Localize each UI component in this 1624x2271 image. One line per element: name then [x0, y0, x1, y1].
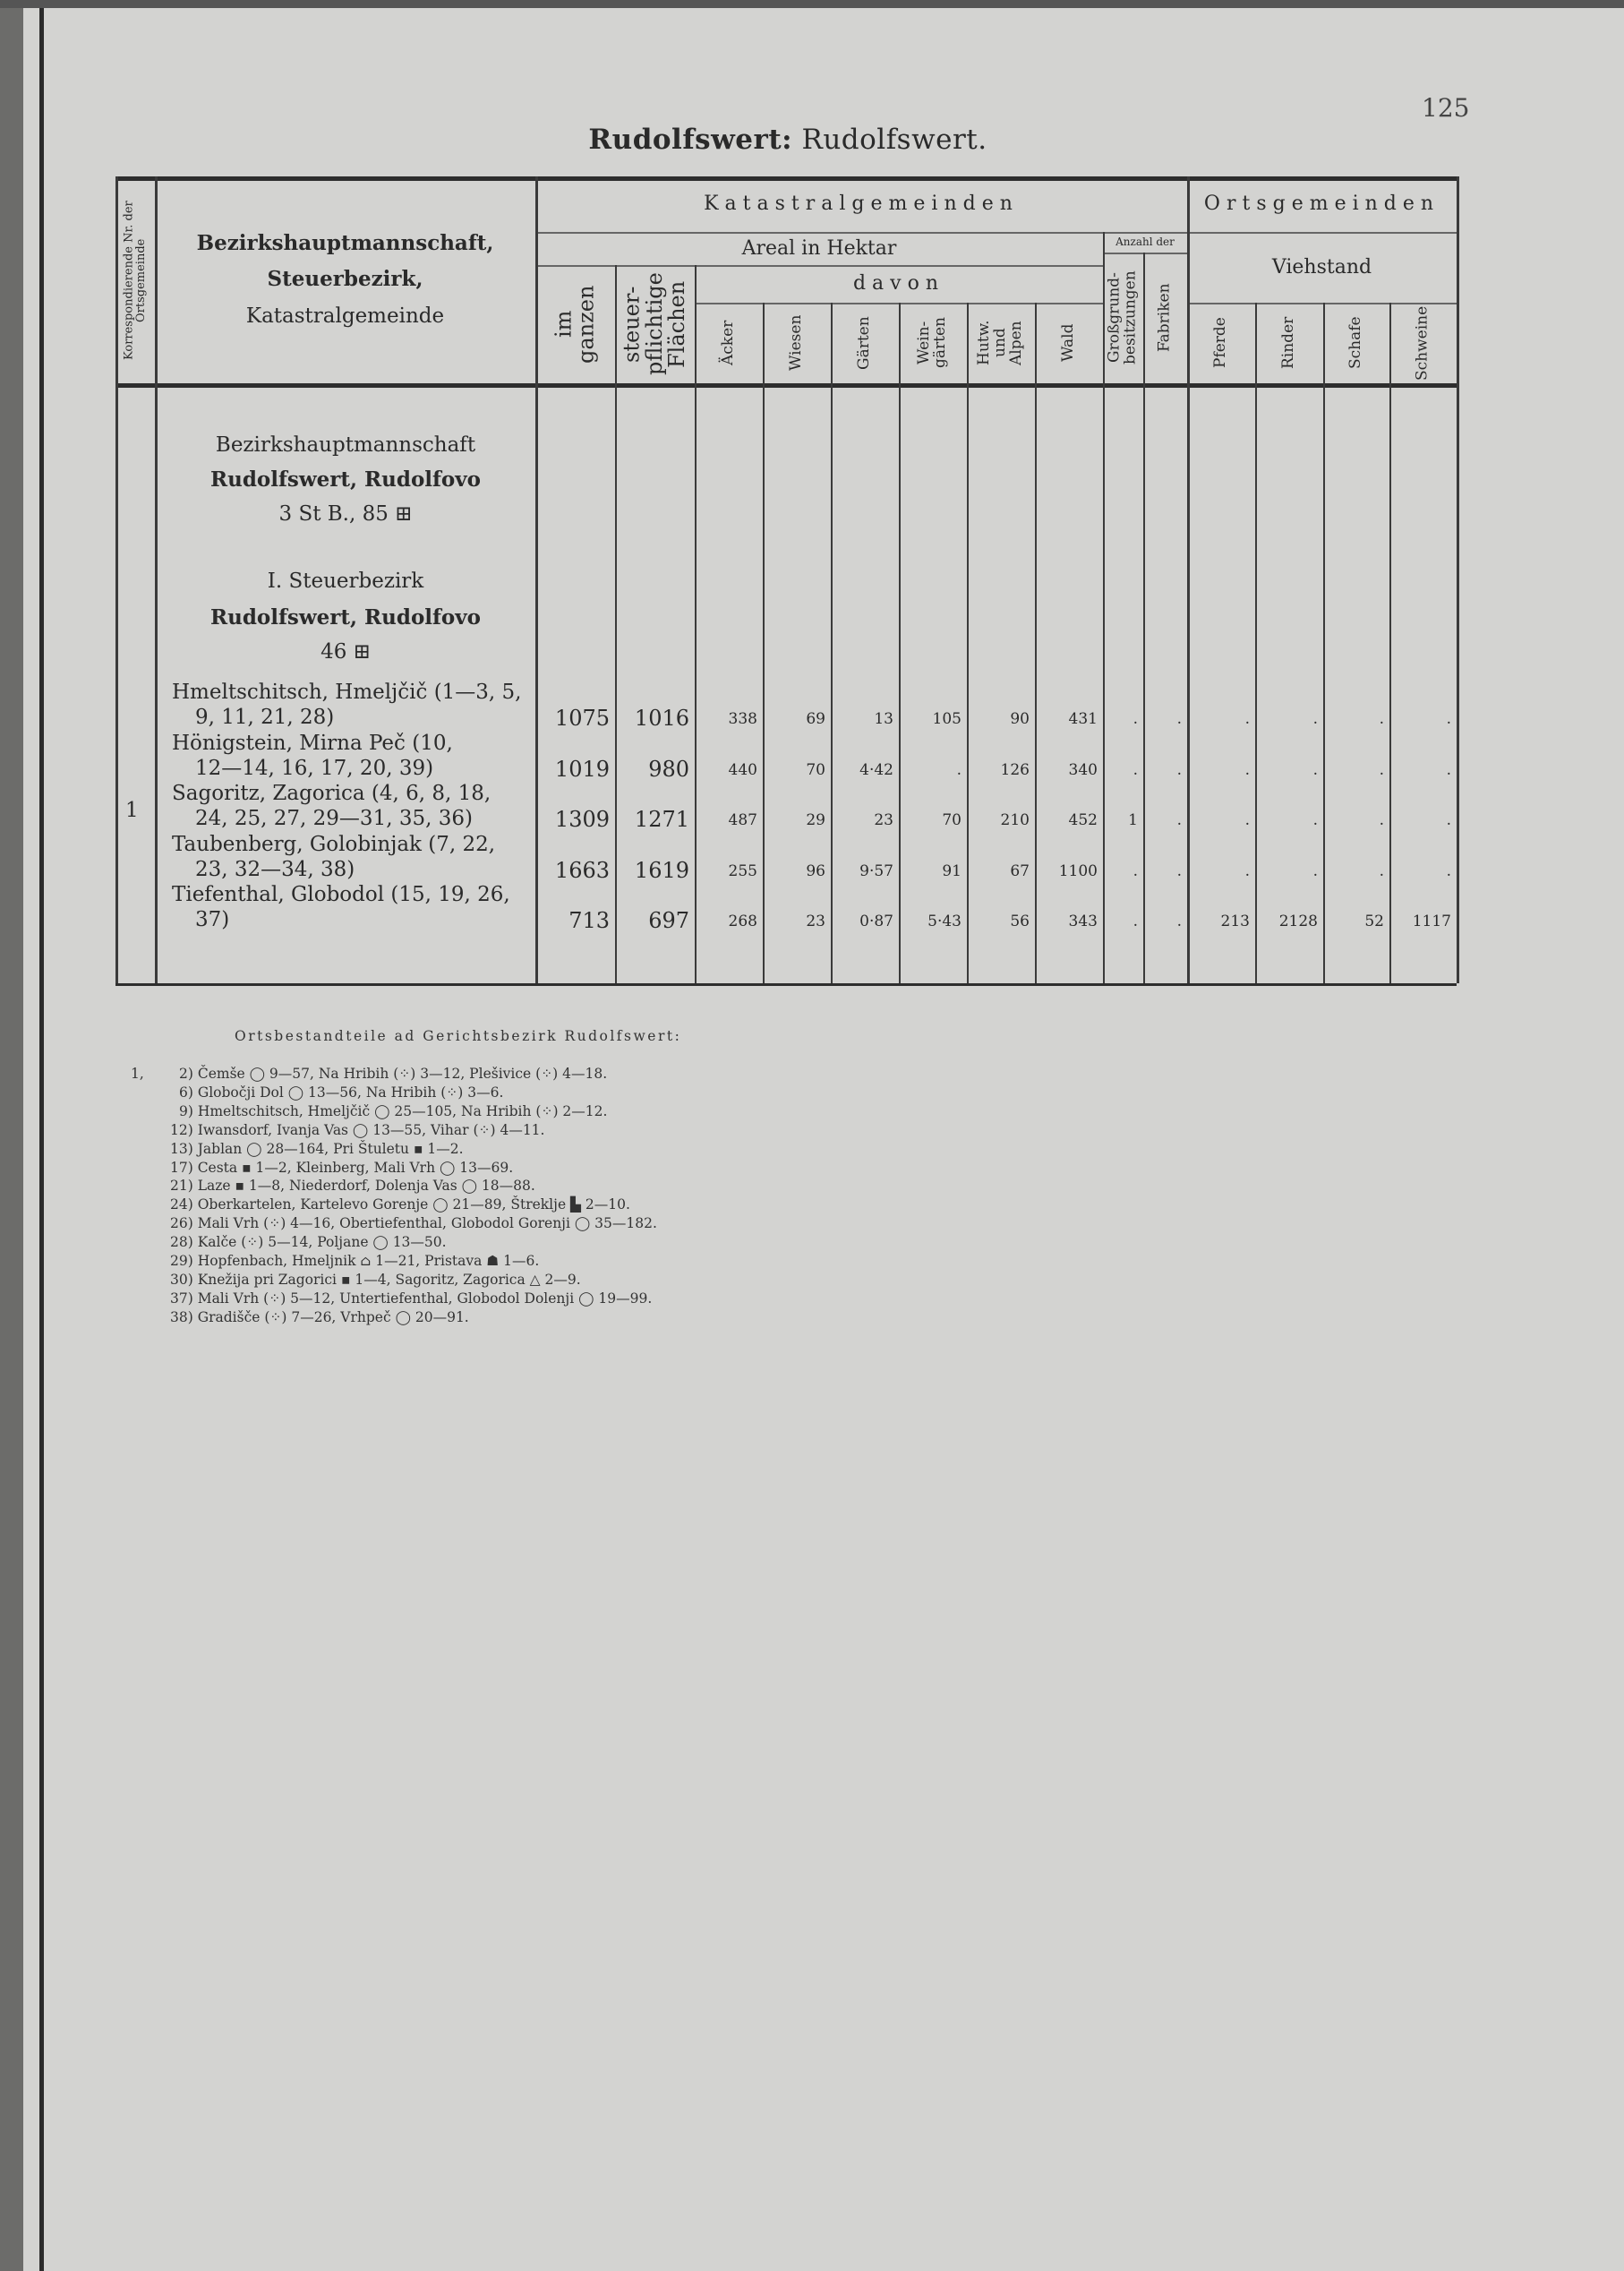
- row-value: 213: [1220, 913, 1250, 931]
- footnote-line: 24) Oberkartelen, Kartelevo Gorenje ◯ 21—89, Štreklje ▙ 2—10.: [170, 1196, 630, 1213]
- header-column-9: Fabriken: [1155, 283, 1174, 353]
- row-value: .: [1244, 811, 1250, 830]
- column-rule: [1389, 303, 1391, 983]
- row-value: 2128: [1278, 913, 1318, 931]
- row-value: 56: [1010, 913, 1030, 931]
- row-value: 255: [728, 861, 757, 880]
- row-value: 105: [932, 710, 962, 728]
- footnote-line: 28) Kalče (⁘) 5—14, Poljane ◯ 13—50.: [170, 1234, 447, 1251]
- row-value: 980: [648, 756, 689, 782]
- row-value: 70: [942, 811, 962, 830]
- row-value: .: [1379, 760, 1384, 779]
- row-name-line1: Sagoritz, Zagorica (4, 6, 8, 18,: [172, 782, 491, 806]
- row-value: 52: [1364, 913, 1384, 931]
- row-value: .: [1379, 811, 1384, 830]
- column-rule: [831, 303, 833, 983]
- header-name-line: Bezirkshauptmannschaft,: [196, 231, 494, 256]
- page-title: [0, 124, 1576, 156]
- row-name-line1: Tiefenthal, Globodol (15, 19, 26,: [172, 883, 510, 907]
- row-value: .: [1312, 861, 1318, 880]
- row-value: 126: [1000, 760, 1030, 779]
- row-value: 69: [806, 710, 825, 728]
- row-value: .: [1446, 861, 1451, 880]
- row-value: 440: [728, 760, 757, 779]
- row-value: 452: [1068, 811, 1098, 830]
- footnote-line: 6) Globočji Dol ◯ 13—56, Na Hribih (⁘) 3—6.: [179, 1084, 504, 1101]
- footnote-line: 26) Mali Vrh (⁘) 4—16, Obertiefenthal, Globodol Gorenji ◯ 35—182.: [170, 1215, 657, 1232]
- row-value: 91: [942, 861, 962, 880]
- steuerbezirk-label: I. Steuerbezirk: [267, 570, 424, 593]
- header-column-13: Schweine: [1413, 305, 1432, 381]
- table-bottom-rule: [115, 983, 1457, 986]
- column-rule: [1323, 303, 1325, 983]
- row-value: 210: [1000, 811, 1030, 830]
- header-column-10: Pferde: [1211, 317, 1230, 369]
- row-value: 1309: [554, 807, 610, 833]
- row-value: 338: [728, 710, 757, 728]
- bezirk-label: Bezirkshauptmannschaft: [215, 433, 476, 457]
- column-rule: [763, 303, 765, 983]
- row-value: .: [1379, 710, 1384, 728]
- row-value: 23: [874, 811, 893, 830]
- footnote-line: 2) Čemše ◯ 9—57, Na Hribih (⁘) 3—12, Plešivice (⁘) 4—18.: [179, 1066, 608, 1082]
- header-viehstand: Viehstand: [1271, 255, 1372, 279]
- row-name-line2: 24, 25, 27, 29—31, 35, 36): [195, 807, 473, 831]
- row-value: .: [1446, 811, 1451, 830]
- scan-edge-shadow: [0, 0, 23, 2271]
- row-value: .: [1379, 861, 1384, 880]
- row-value: 9·57: [859, 861, 893, 880]
- row-name-line2: 23, 32—34, 38): [195, 857, 355, 881]
- column-rule: [1035, 303, 1037, 983]
- header-column-1: steuer-pflichtige Flächen: [619, 272, 690, 376]
- footnote-line: 29) Hopfenbach, Hmeljnik ⌂ 1—21, Pristava ☗ 1—6.: [170, 1253, 540, 1269]
- footnotes-heading: Ortsbestandteile ad Gerichtsbezirk Rudolfswert:: [235, 1028, 682, 1044]
- row-name-line2: 9, 11, 21, 28): [195, 706, 335, 729]
- row-value: .: [1312, 760, 1318, 779]
- header-column-2: Äcker: [719, 320, 738, 366]
- header-column-4: Gärten: [855, 316, 874, 370]
- footnote-line: 12) Iwansdorf, Ivanja Vas ◯ 13—55, Vihar (⁘) 4—11.: [170, 1121, 545, 1138]
- footnote-line: 37) Mali Vrh (⁘) 5—12, Untertiefenthal, Globodol Dolenji ◯ 19—99.: [170, 1290, 653, 1307]
- row-value: 1075: [554, 706, 610, 731]
- row-value: 1019: [554, 756, 610, 782]
- row-value: .: [1446, 760, 1451, 779]
- row-value: 70: [806, 760, 825, 779]
- row-name-line1: Hönigstein, Mirna Peč (10,: [172, 731, 453, 755]
- row-name-line2: 37): [195, 908, 230, 932]
- bezirk-name: Rudolfswert, Rudolfovo: [210, 467, 481, 492]
- header-anzahl: Anzahl der: [1115, 236, 1175, 248]
- row-value: .: [1133, 913, 1138, 931]
- header-areal: Areal in Hektar: [741, 236, 897, 260]
- page-number: 125: [1422, 93, 1470, 123]
- row-value: 340: [1068, 760, 1098, 779]
- row-value: .: [1244, 710, 1250, 728]
- header-column-7: Wald: [1059, 323, 1078, 363]
- header-column-0: im ganzen: [551, 285, 599, 364]
- row-value: .: [1176, 861, 1182, 880]
- row-value: 67: [1010, 861, 1030, 880]
- row-value: .: [1244, 760, 1250, 779]
- scan-top-edge: [0, 0, 1624, 8]
- row-value: .: [1244, 861, 1250, 880]
- row-name-line2: 12—14, 16, 17, 20, 39): [195, 756, 434, 780]
- row-value: 1271: [634, 807, 689, 833]
- row-value: 1: [1128, 811, 1138, 830]
- header-ortsgemeinden: Ortsgemeinden: [1203, 193, 1440, 216]
- row-value: 343: [1068, 913, 1098, 931]
- header-column-5: Wein-gärten: [915, 317, 949, 369]
- header-column-12: Schafe: [1346, 316, 1365, 370]
- footnote-line: 17) Cesta ▪ 1—2, Kleinberg, Mali Vrh ◯ 13—69.: [170, 1159, 514, 1176]
- scan-edge-line: [39, 0, 44, 2271]
- row-value: 713: [568, 908, 610, 934]
- footnote-line: 9) Hmeltschitsch, Hmeljčič ◯ 25—105, Na Hribih (⁘) 2—12.: [179, 1102, 608, 1119]
- row-value: 13: [874, 710, 893, 728]
- row-value: .: [1133, 710, 1138, 728]
- row-value: .: [1133, 861, 1138, 880]
- row-value: 1117: [1412, 913, 1451, 931]
- row-value: .: [1176, 710, 1182, 728]
- row-value: 29: [806, 811, 825, 830]
- header-name-line: Steuerbezirk,: [267, 267, 423, 292]
- steuerbezirk-info: 46 ⊞: [321, 640, 371, 664]
- column-rule: [899, 303, 901, 983]
- header-katastralgemeinden: Katastralgemeinden: [704, 193, 1019, 216]
- bezirk-info: 3 St B., 85 ⊞: [278, 502, 413, 526]
- row-value: .: [1176, 913, 1182, 931]
- row-value: .: [1176, 760, 1182, 779]
- header-column-6: Hutw. und Alpen: [975, 320, 1025, 366]
- row-value: 23: [806, 913, 825, 931]
- row-value: 431: [1068, 710, 1098, 728]
- row-value: .: [956, 760, 962, 779]
- ortsgemeinde-number: 1: [125, 799, 139, 822]
- row-value: .: [1176, 811, 1182, 830]
- footnote-line: 38) Gradišče (⁘) 7—26, Vrhpeč ◯ 20—91.: [170, 1308, 469, 1325]
- rule-under-anzahl: [1103, 253, 1187, 254]
- row-value: 96: [806, 861, 825, 880]
- row-value: .: [1133, 760, 1138, 779]
- column-rule: [967, 303, 969, 983]
- footnote-group-number: 1,: [131, 1066, 144, 1082]
- row-value: .: [1312, 811, 1318, 830]
- header-name-column: [155, 176, 535, 383]
- row-value: 5·43: [927, 913, 962, 931]
- row-value: 1619: [634, 857, 689, 883]
- header-davon: davon: [852, 272, 945, 296]
- row-value: 4·42: [859, 760, 893, 779]
- row-value: 268: [728, 913, 757, 931]
- row-name-line1: Hmeltschitsch, Hmeljčič (1—3, 5,: [172, 681, 522, 704]
- row-value: 1100: [1058, 861, 1098, 880]
- footnote-line: 30) Knežija pri Zagorici ▪ 1—4, Sagoritz, Zagorica △ 2—9.: [170, 1271, 581, 1288]
- header-column-8: Großgrund-besitzungen: [1105, 270, 1140, 365]
- row-value: 697: [648, 908, 689, 934]
- column-rule: [1255, 303, 1257, 983]
- steuerbezirk-name: Rudolfswert, Rudolfovo: [210, 605, 481, 630]
- row-value: .: [1446, 710, 1451, 728]
- title-bold: Rudolfswert:: [588, 124, 793, 156]
- row-value: 1016: [634, 706, 689, 731]
- header-column-11: Rinder: [1279, 316, 1298, 370]
- row-name-line1: Taubenberg, Golobinjak (7, 22,: [172, 832, 496, 856]
- row-value: 487: [728, 811, 757, 830]
- header-column-3: Wiesen: [787, 314, 806, 372]
- footnote-line: 13) Jablan ◯ 28—164, Pri Štuletu ▪ 1—2.: [170, 1140, 464, 1157]
- header-nr-ortsgemeinde: Korrespondierende Nr. der Ortsgemeinde: [122, 201, 148, 361]
- rule-under-viehstand: [1187, 303, 1457, 304]
- row-value: .: [1312, 710, 1318, 728]
- row-value: 1663: [554, 857, 610, 883]
- header-name-line: Katastralgemeinde: [245, 304, 445, 328]
- footnote-line: 21) Laze ▪ 1—8, Niederdorf, Dolenja Vas ◯ 18—88.: [170, 1178, 535, 1195]
- row-value: 90: [1010, 710, 1030, 728]
- title-normal: Rudolfswert.: [792, 124, 987, 156]
- row-value: 0·87: [859, 913, 893, 931]
- column-rule: [1457, 176, 1459, 983]
